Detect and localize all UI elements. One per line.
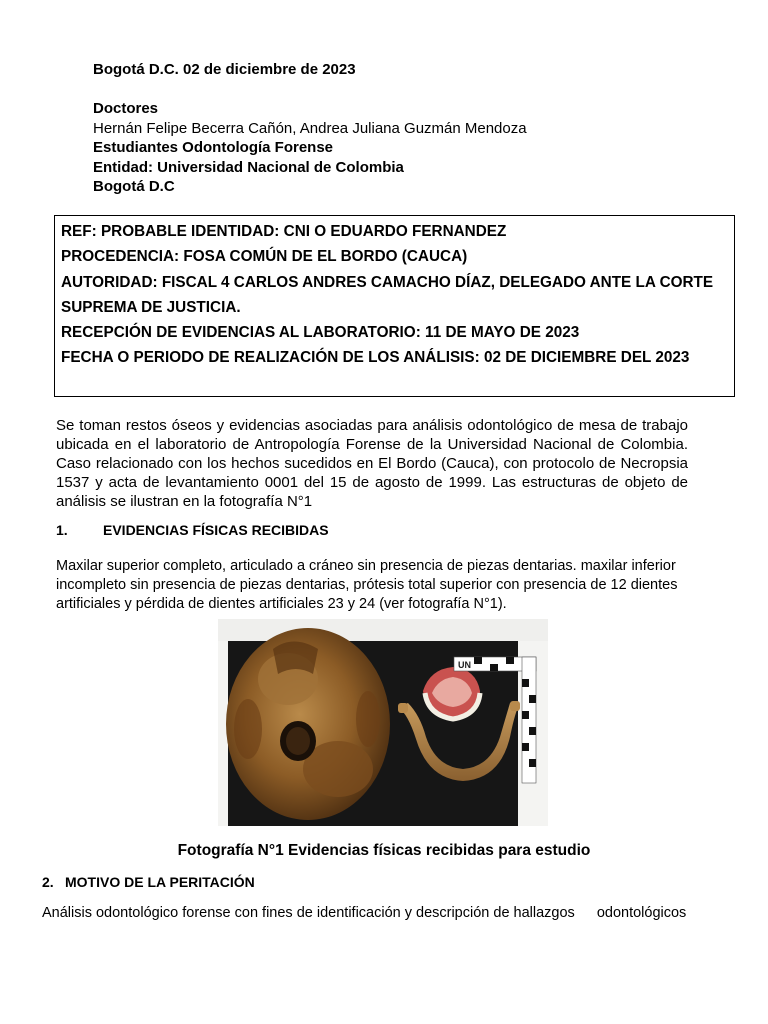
evidence-line-2: incompleto sin presencia de piezas dentarias, prótesis total superior con presencia de 12 dientes	[56, 577, 678, 593]
section-1-number: 1.	[56, 522, 68, 538]
procedencia-line: PROCEDENCIA: FOSA COMÚN DE EL BORDO (CAUCA)	[61, 248, 468, 266]
evidence-photo	[218, 619, 548, 826]
motivo-text-end: odontológicos	[596, 905, 687, 921]
letter-salutation: Doctores	[93, 100, 159, 117]
ref-line: REF: PROBABLE IDENTIDAD: CNI O EDUARDO FERNANDEZ	[61, 223, 507, 240]
section-1-title: EVIDENCIAS FÍSICAS RECIBIDAS	[103, 522, 329, 538]
letter-role: Estudiantes Odontología Forense	[93, 139, 334, 156]
section-2-heading	[42, 874, 255, 890]
evidence-description	[56, 557, 696, 614]
intro-paragraph: Se toman restos óseos y evidencias asociadas para análisis odontológico de mesa de trabajo ubicada en el laboratorio de Antropología Forense de la Universidad Nacional de Colombia. Caso relacionado con los hechos sucedidos en El Bordo (Cauca), con protocolo de Necropsia 1537 y acta de levantamiento 0001 del 15 de agosto de 1999. Las estructuras de objeto de análisis se ilustran en la fotografía N°1	[56, 417, 688, 510]
section-2-title: MOTIVO DE LA PERITACIÓN	[65, 874, 255, 890]
fecha-line: FECHA O PERIODO DE REALIZACIÓN DE LOS ANÁLISIS: 02 DE DICIEMBRE DEL 2023	[61, 349, 690, 367]
autoridad-line: AUTORIDAD: FISCAL 4 CARLOS ANDRES CAMACHO DÍAZ, DELEGADO ANTE LA CORTE	[61, 273, 714, 291]
recepcion-line: RECEPCIÓN DE EVIDENCIAS AL LABORATORIO: 11 DE MAYO DE 2023	[61, 324, 580, 342]
reference-box	[54, 215, 735, 397]
letter-entity: Entidad: Universidad Nacional de Colombia	[93, 158, 404, 176]
motivo-paragraph	[42, 905, 686, 921]
evidence-line-1: Maxilar superior completo, articulado a cráneo sin presencia de piezas dentarias. maxilar inferior	[56, 558, 676, 574]
section-2-number: 2.	[42, 874, 54, 890]
letter-city: Bogotá D.C	[93, 178, 175, 195]
autoridad-line-cont: SUPREMA DE JUSTICIA.	[61, 298, 241, 316]
photo-caption: Fotografía N°1 Evidencias físicas recibidas para estudio	[177, 842, 591, 859]
motivo-text: Análisis odontológico forense con fines de identificación y descripción de hallazgos	[42, 905, 575, 921]
skull-image	[226, 628, 390, 820]
letter-date: Bogotá D.C. 02 de diciembre de 2023	[93, 61, 356, 78]
letter-recipients: Hernán Felipe Becerra Cañón, Andrea Juliana Guzmán Mendoza	[93, 119, 527, 137]
evidence-line-3: artificiales y pérdida de dientes artificiales 23 y 24 (ver fotografía N°1).	[56, 596, 507, 612]
section-1-heading	[56, 522, 329, 538]
scale-logo: UN	[458, 660, 471, 670]
letter-header	[93, 60, 527, 197]
